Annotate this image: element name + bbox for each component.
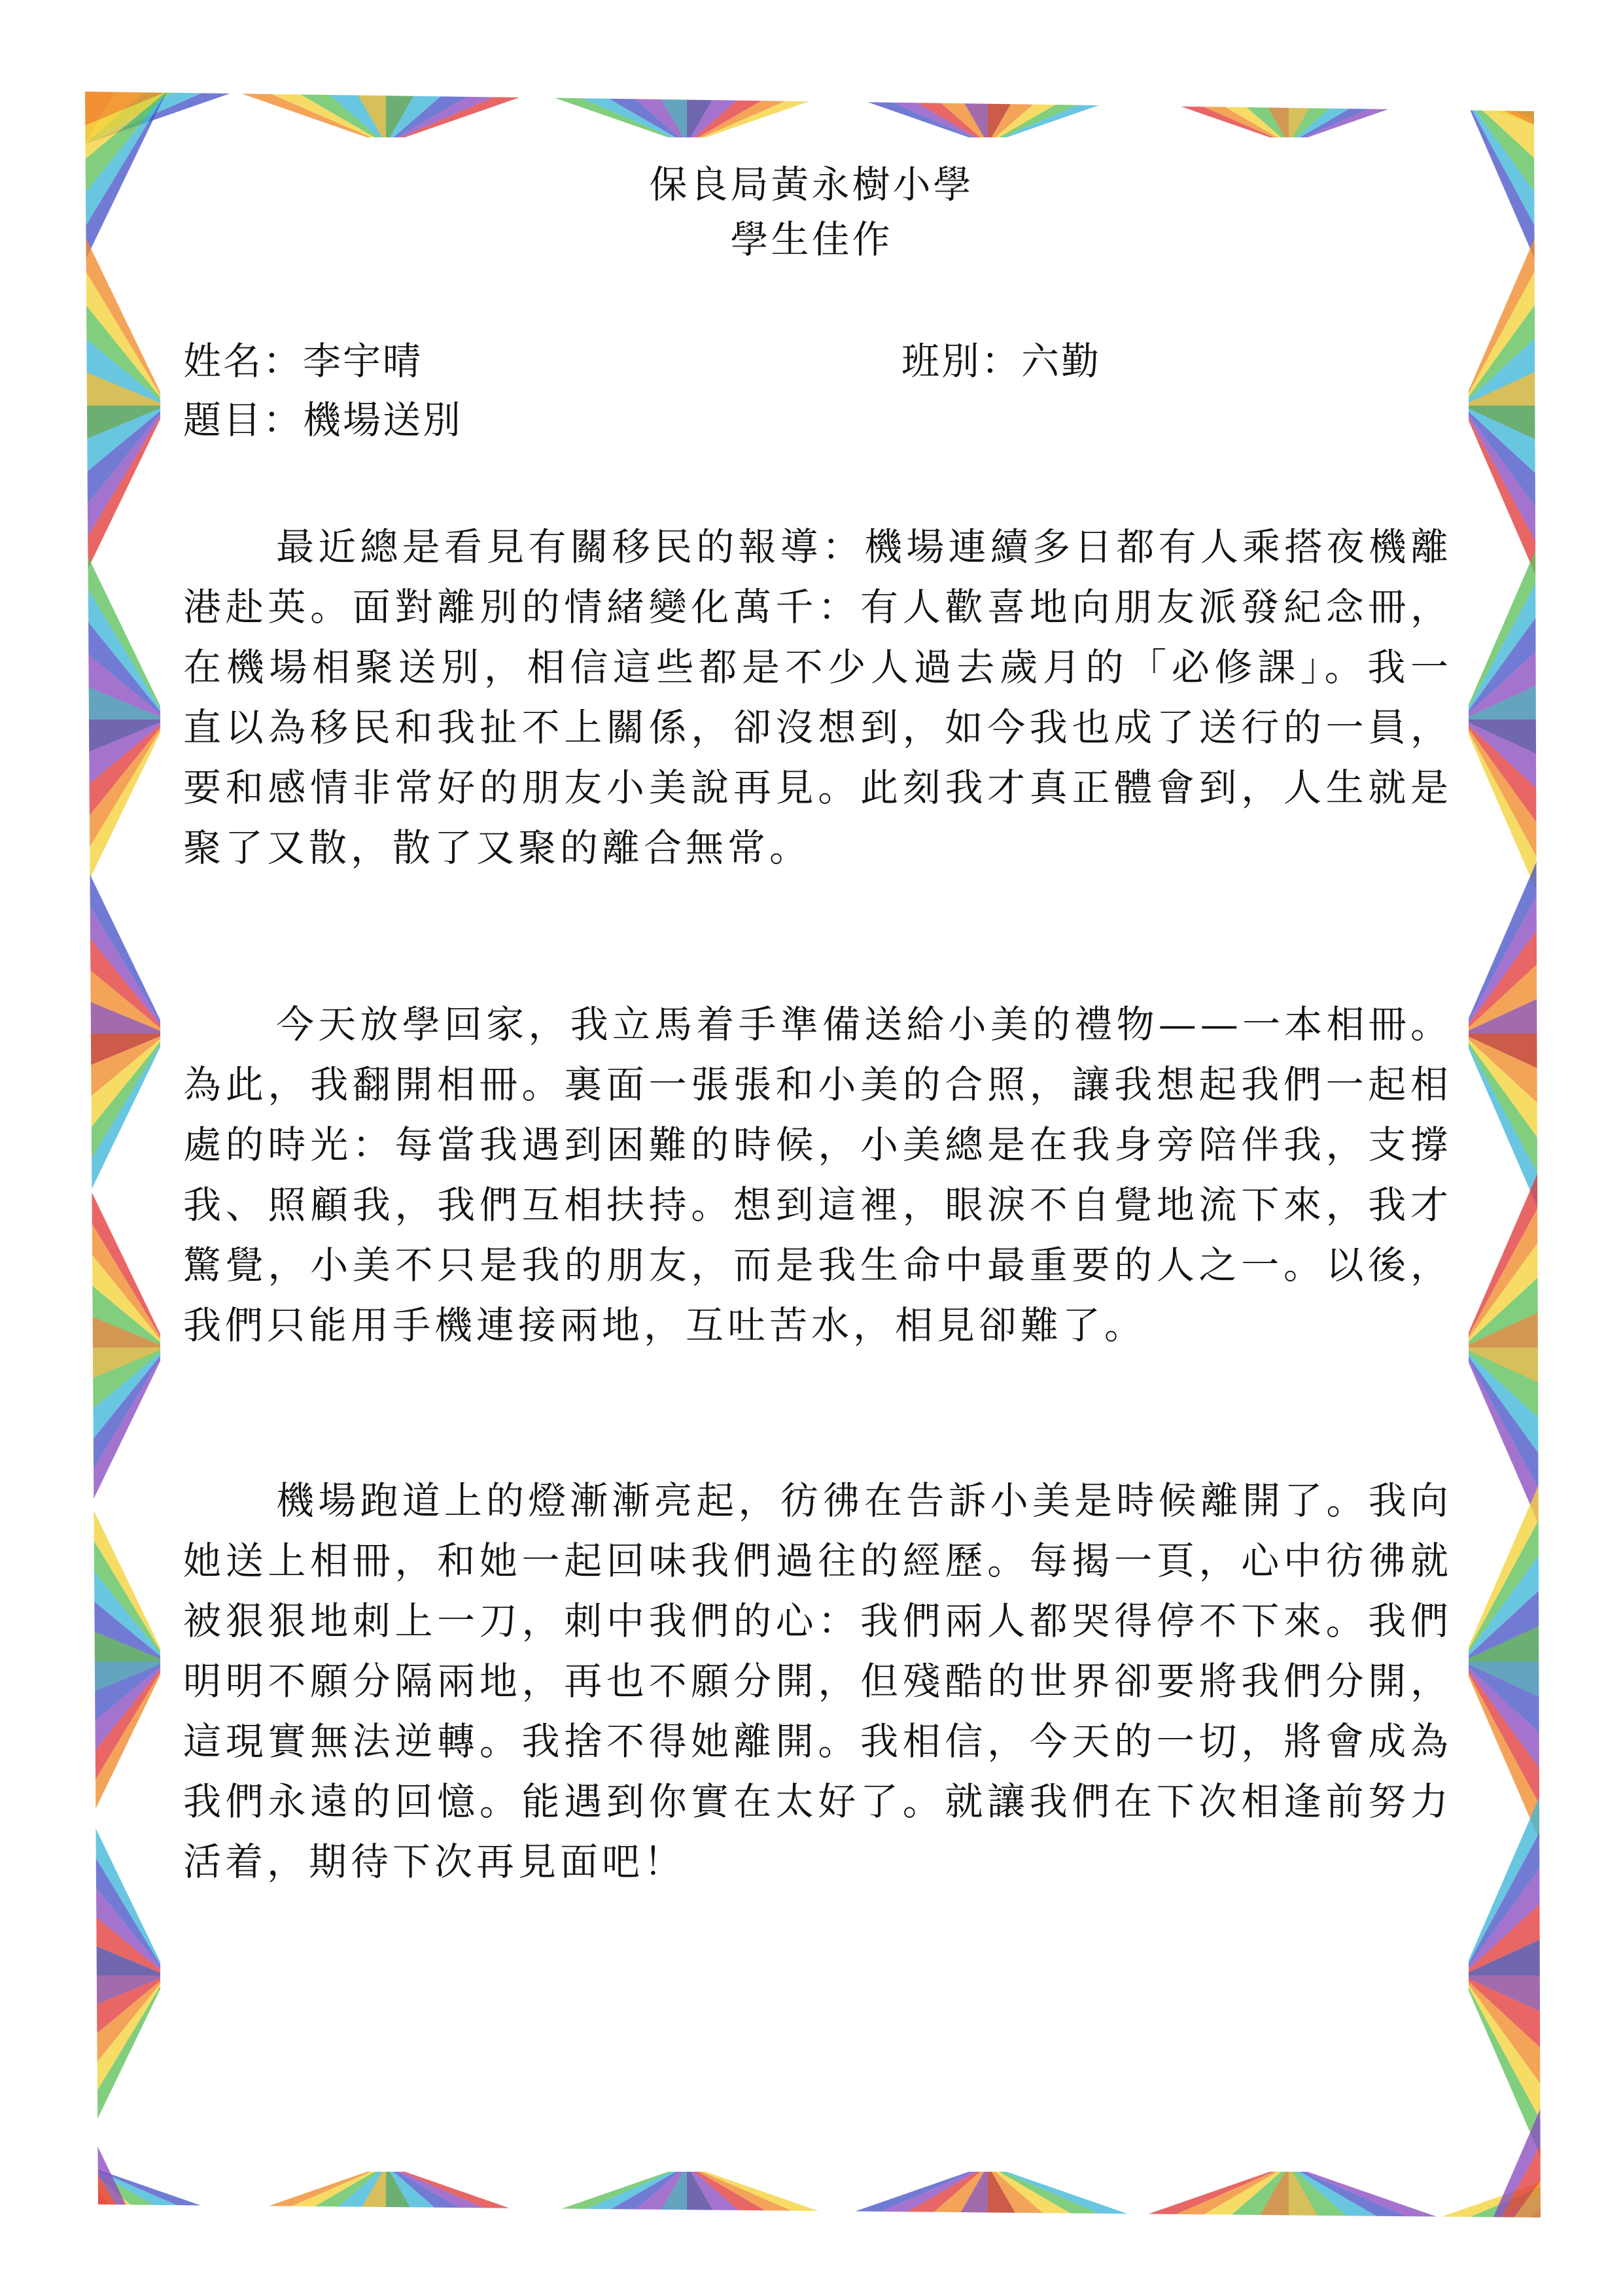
essay-paragraph-3: 機場跑道上的燈漸漸亮起，彷彿在告訴小美是時候離開了。我向她送上相冊，和她一起回味我們過往的經歷。每揭一頁，心中彷彿就被狠狠地刺上一刀，刺中我們的心：我們兩人都哭得停不下來。我們明明不願分隔兩地，再也不願分開，但殘酷的世界卻要將我們分開，這現實無法逆轉。我捨不得她離開。我相信，今天的一切，將會成為我們永遠的回憶。能遇到你實在太好了。就讓我們在下次相逢前努力活着，期待下次再見面吧！: [183, 1478, 1452, 1884]
student-class: 班別：六勤: [901, 339, 1102, 383]
page-subtitle: 學生佳作: [730, 217, 893, 262]
school-name: 保良局黃永樹小學: [649, 162, 974, 207]
essay-paragraph-1: 最近總是看見有關移民的報導：機場連續多日都有人乘搭夜機離港赴英。面對離別的情緒變化萬千：有人歡喜地向朋友派發紀念冊，在機場相聚送別，相信這些都是不少人過去歲月的「必修課」。我一直以為移民和我扯不上關係，卻沒想到，如今我也成了送行的一員，要和感情非常好的朋友小美說再見。此刻我才真正體會到，人生就是聚了又散，散了又聚的離合無常。: [183, 525, 1452, 870]
essay-topic: 題目：機場送別: [183, 398, 463, 442]
essay-paragraph-2: 今天放學回家，我立馬着手準備送給小美的禮物——一本相冊。為此，我翻開相冊。裏面一張張和小美的合照，讓我想起我們一起相處的時光：每當我遇到困難的時候，小美總是在我身旁陪伴我，支撐我、照顧我，我們互相扶持。想到這裡，眼淚不自覺地流下來，我才驚覺，小美不只是我的朋友，而是我生命中最重要的人之一。以後，我們只能用手機連接兩地，互吐苦水，相見卻難了。: [183, 1002, 1452, 1348]
student-name: 姓名：李宇晴: [183, 339, 423, 383]
